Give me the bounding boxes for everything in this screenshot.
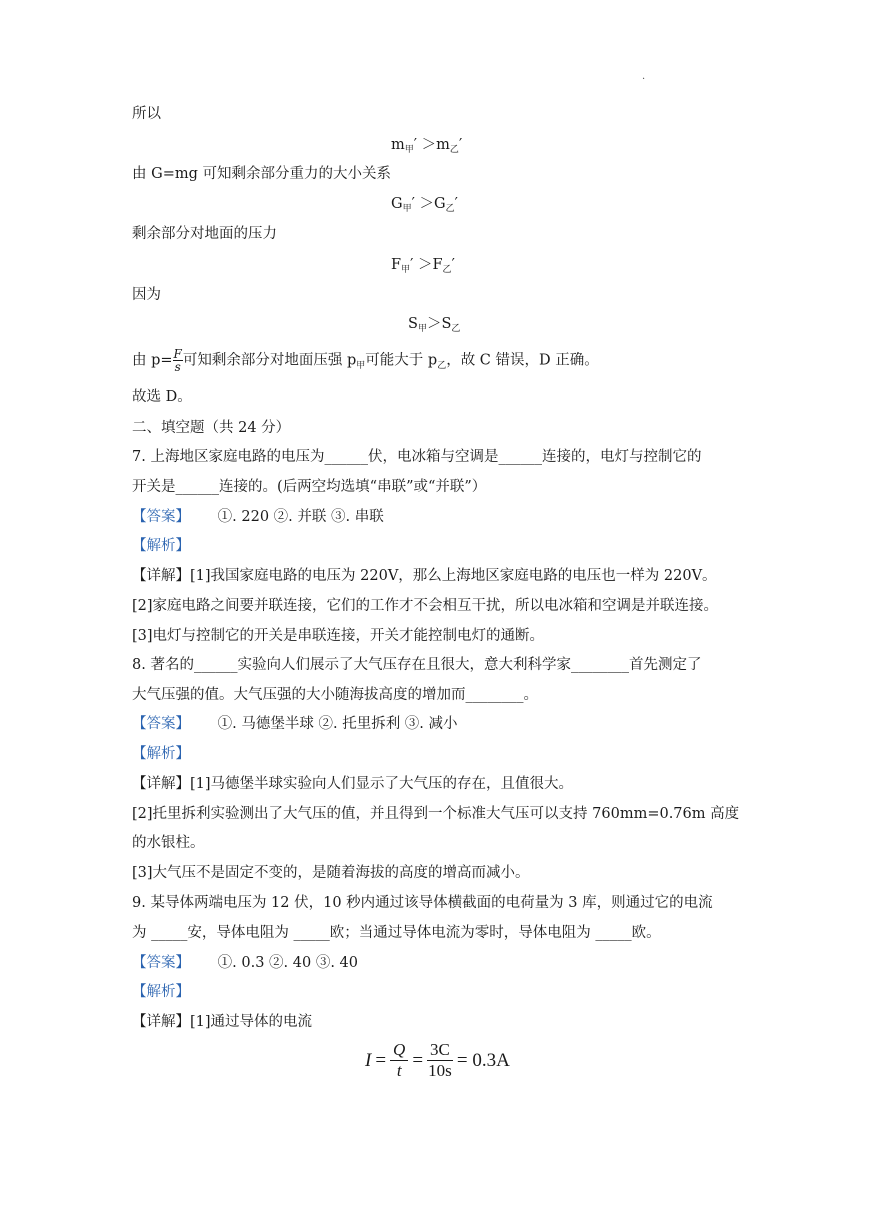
question-9-line-1: 9. 某导体两端电压为 12 伏，10 秒内通过该导体横截面的电荷量为 3 库，则通过它的电流 (132, 895, 713, 911)
question-7-line-2: 开关是______连接的。(后两空均选填“串联”或“并联”） (132, 479, 487, 495)
question-9-detail-1: 【详解】[1]通过导体的电流 (132, 1014, 313, 1030)
question-8-detail-1: 【详解】[1]马德堡半球实验向人们显示了大气压的存在，且值很大。 (132, 776, 574, 792)
weight-relation: $G_甲' >G_乙'$ (391, 196, 458, 214)
question-7-detail-3: [3]电灯与控制它的开关是串联连接，开关才能控制电灯的通断。 (132, 628, 545, 644)
text-line: 因为 (132, 287, 161, 303)
question-8-answer: 【答案】 ①. 马德堡半球 ②. 托里拆利 ③. 减小 (132, 716, 458, 732)
text-line: 由 G=mg 可知剩余部分重力的大小关系 (132, 166, 391, 182)
force-relation: $F_甲' >F_乙'$ (391, 257, 455, 275)
fraction-3c-over-10s: $\frac{3C}{10s}$ (428, 1040, 452, 1080)
fraction-f-over-s: $\frac{F}{s}$ (173, 347, 182, 374)
pressure-conclusion-line: 由 p= $\frac{F}{s}$ 可知剩余部分对地面压强 $p_甲$可能大于 $p_乙$，故 C 错误，D 正确。 (132, 347, 599, 374)
question-8-line-2: 大气压强的值。大气压强的大小随海拔高度的增加而________。 (132, 687, 538, 703)
question-8-detail-2: [2]托里拆利实验测出了大气压的值，并且得到一个标准大气压可以支持 760mm=0.76m 高度 (132, 806, 740, 822)
page-marker-dot: · (642, 74, 646, 85)
question-9-line-2: 为 _____安，导体电阻为 _____欧；当通过导体电流为零时，导体电阻为 _____欧。 (132, 925, 661, 941)
question-7-detail-2: [2]家庭电路之间要并联连接，它们的工作才不会相互干扰，所以电冰箱和空调是并联连接。 (132, 598, 719, 614)
mass-relation: $m_甲' >m_乙'$ (391, 137, 463, 155)
question-7-line-1: 7. 上海地区家庭电路的电压为______伏，电冰箱与空调是______连接的，电灯与控制它的 (132, 449, 702, 465)
fraction-q-over-t: $\frac{Q}{t}$ (390, 1040, 408, 1081)
question-7-answer: 【答案】 ①. 220 ②. 并联 ③. 串联 (132, 509, 384, 525)
text-line: 剩余部分对地面的压力 (132, 226, 277, 242)
question-8-analysis-tag: 【解析】 (132, 746, 190, 762)
text-line: 故选 D。 (132, 389, 192, 405)
question-8-detail-4: [3]大气压不是固定不变的，是随着海拔的高度的增高而减小。 (132, 865, 530, 881)
question-9-answer: 【答案】 ①. 0.3 ②. 40 ③. 40 (132, 955, 358, 971)
question-7-detail-1: 【详解】[1]我国家庭电路的电压为 220V，那么上海地区家庭电路的电压也一样为 220V。 (132, 568, 717, 584)
question-8-detail-3: 的水银柱。 (132, 835, 205, 851)
text-line: 所以 (132, 106, 161, 122)
area-relation: $S_甲>S_乙$ (408, 316, 461, 334)
question-8-line-1: 8. 著名的______实验向人们展示了大气压存在且很大，意大利科学家________首先测定了 (132, 657, 702, 673)
question-7-analysis-tag: 【解析】 (132, 538, 190, 554)
current-formula: I = $\frac{Q}{t}$ = $\frac{3C}{10s}$ = 0.3A (365, 1040, 510, 1080)
question-9-analysis-tag: 【解析】 (132, 984, 190, 1000)
section-heading: 二、填空题（共 24 分） (132, 420, 291, 436)
